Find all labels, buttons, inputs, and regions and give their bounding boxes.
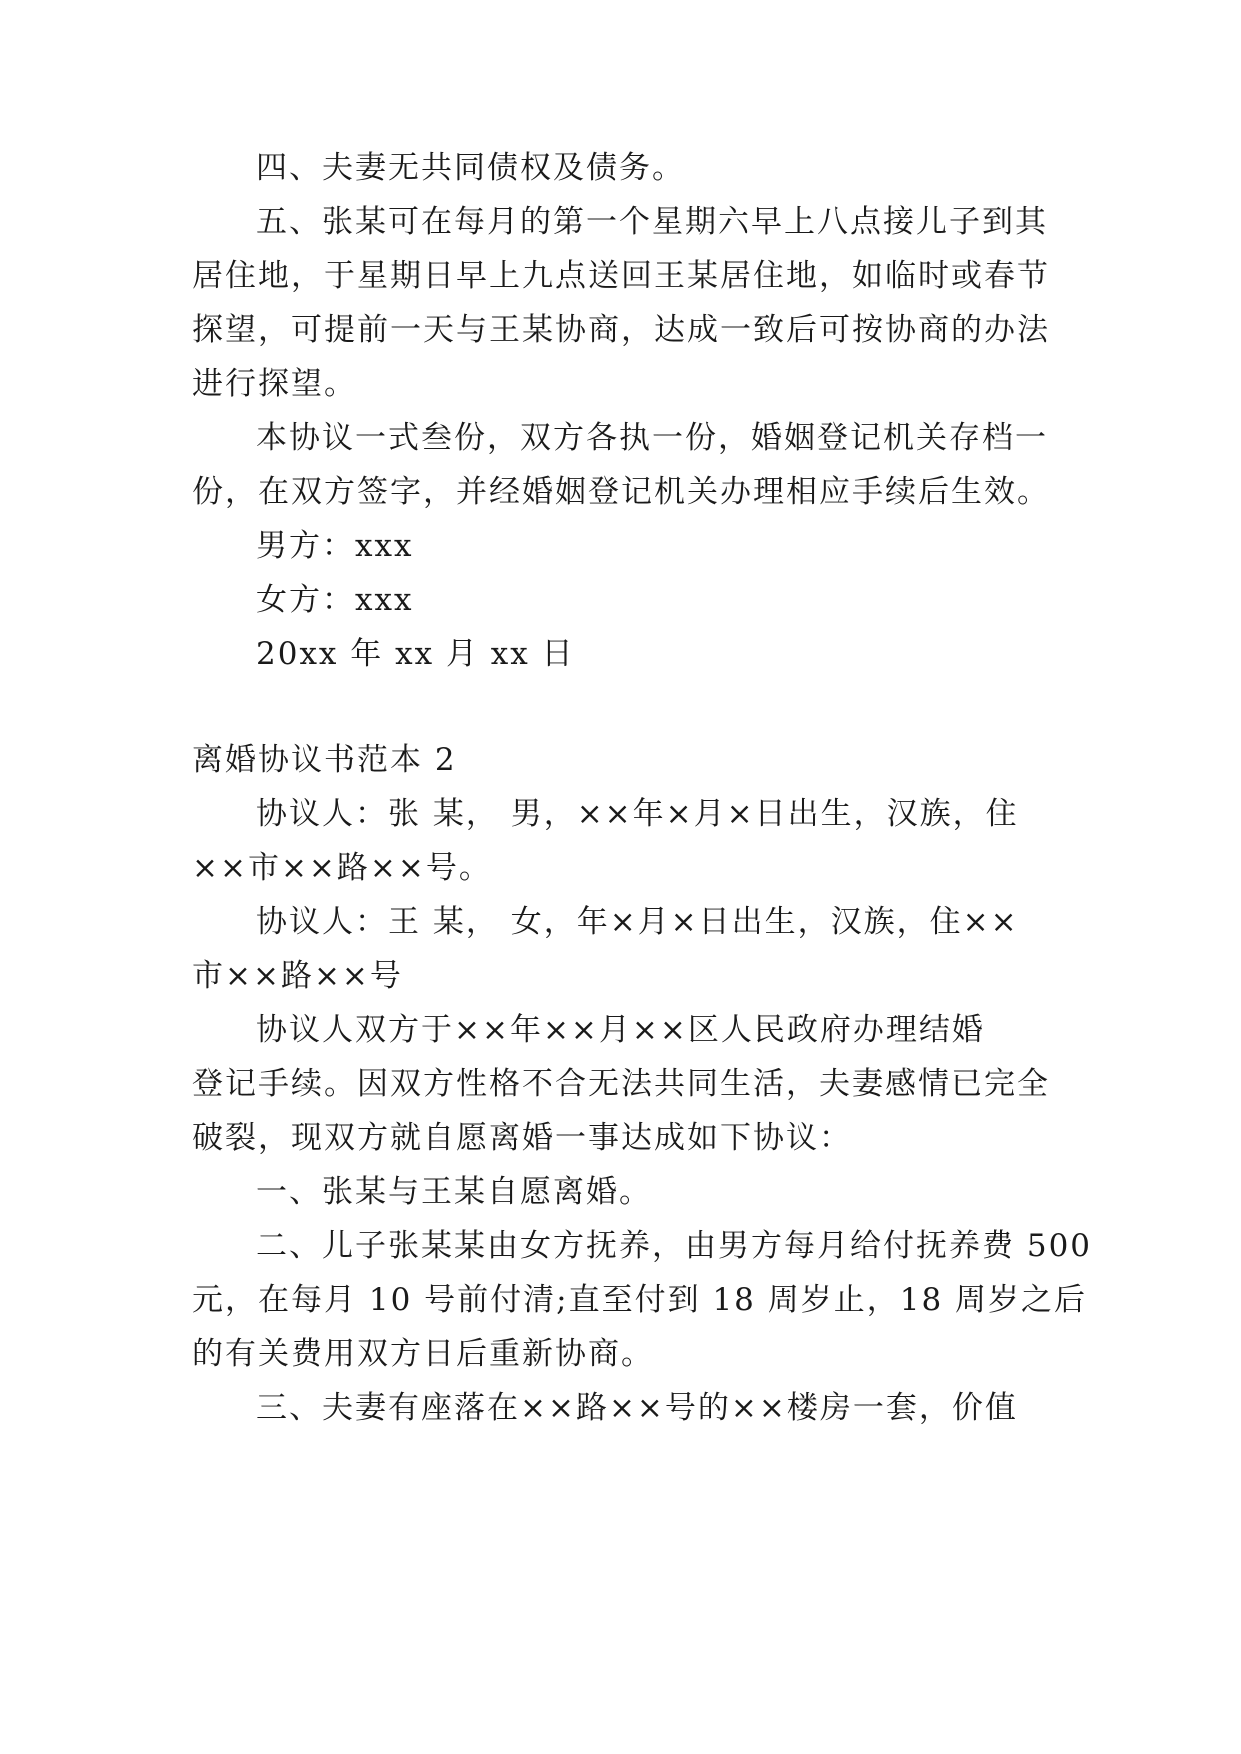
clause-3-line-1: 三、夫妻有座落在××路××号的××楼房一套，价值 bbox=[256, 1390, 1018, 1426]
clause-5-line-4: 进行探望。 bbox=[192, 366, 357, 402]
party-1-line-2: ××市××路××号。 bbox=[192, 850, 492, 886]
clause-5-line-1: 五、张某可在每月的第一个星期六早上八点接儿子到其 bbox=[256, 204, 1048, 240]
party-1-line-1: 协议人：张 某， 男，××年×月×日出生，汉族，住 bbox=[256, 796, 1019, 832]
clause-5-line-3: 探望，可提前一天与王某协商，达成一致后可按协商的办法 bbox=[192, 312, 1050, 348]
male-signature: 男方：xxx bbox=[256, 528, 414, 564]
signing-date: 20xx 年 xx 月 xx 日 bbox=[256, 636, 575, 672]
party-2-line-1: 协议人：王 某， 女，年×月×日出生，汉族，住×× bbox=[256, 904, 1019, 940]
intro-line-3: 破裂，现双方就自愿离婚一事达成如下协议： bbox=[192, 1120, 852, 1156]
intro-line-2: 登记手续。因双方性格不合无法共同生活，夫妻感情已完全 bbox=[192, 1066, 1050, 1102]
clause-5-line-2: 居住地，于星期日早上九点送回王某居住地，如临时或春节 bbox=[192, 258, 1050, 294]
section-title: 离婚协议书范本 2 bbox=[192, 742, 457, 778]
copies-clause-line-2: 份，在双方签字，并经婚姻登记机关办理相应手续后生效。 bbox=[192, 474, 1050, 510]
party-2-line-2: 市××路××号 bbox=[192, 958, 403, 994]
intro-line-1: 协议人双方于××年××月××区人民政府办理结婚 bbox=[256, 1012, 985, 1048]
clause-1: 一、张某与王某自愿离婚。 bbox=[256, 1174, 652, 1210]
clause-2-line-2: 元，在每月 10 号前付清;直至付到 18 周岁止，18 周岁之后 bbox=[192, 1282, 1088, 1318]
clause-2-line-1: 二、儿子张某某由女方抚养，由男方每月给付抚养费 500 bbox=[256, 1228, 1093, 1264]
female-signature: 女方：xxx bbox=[256, 582, 414, 618]
clause-2-line-3: 的有关费用双方日后重新协商。 bbox=[192, 1336, 654, 1372]
clause-4: 四、夫妻无共同债权及债务。 bbox=[256, 150, 685, 186]
copies-clause-line-1: 本协议一式叁份，双方各执一份，婚姻登记机关存档一 bbox=[256, 420, 1048, 456]
